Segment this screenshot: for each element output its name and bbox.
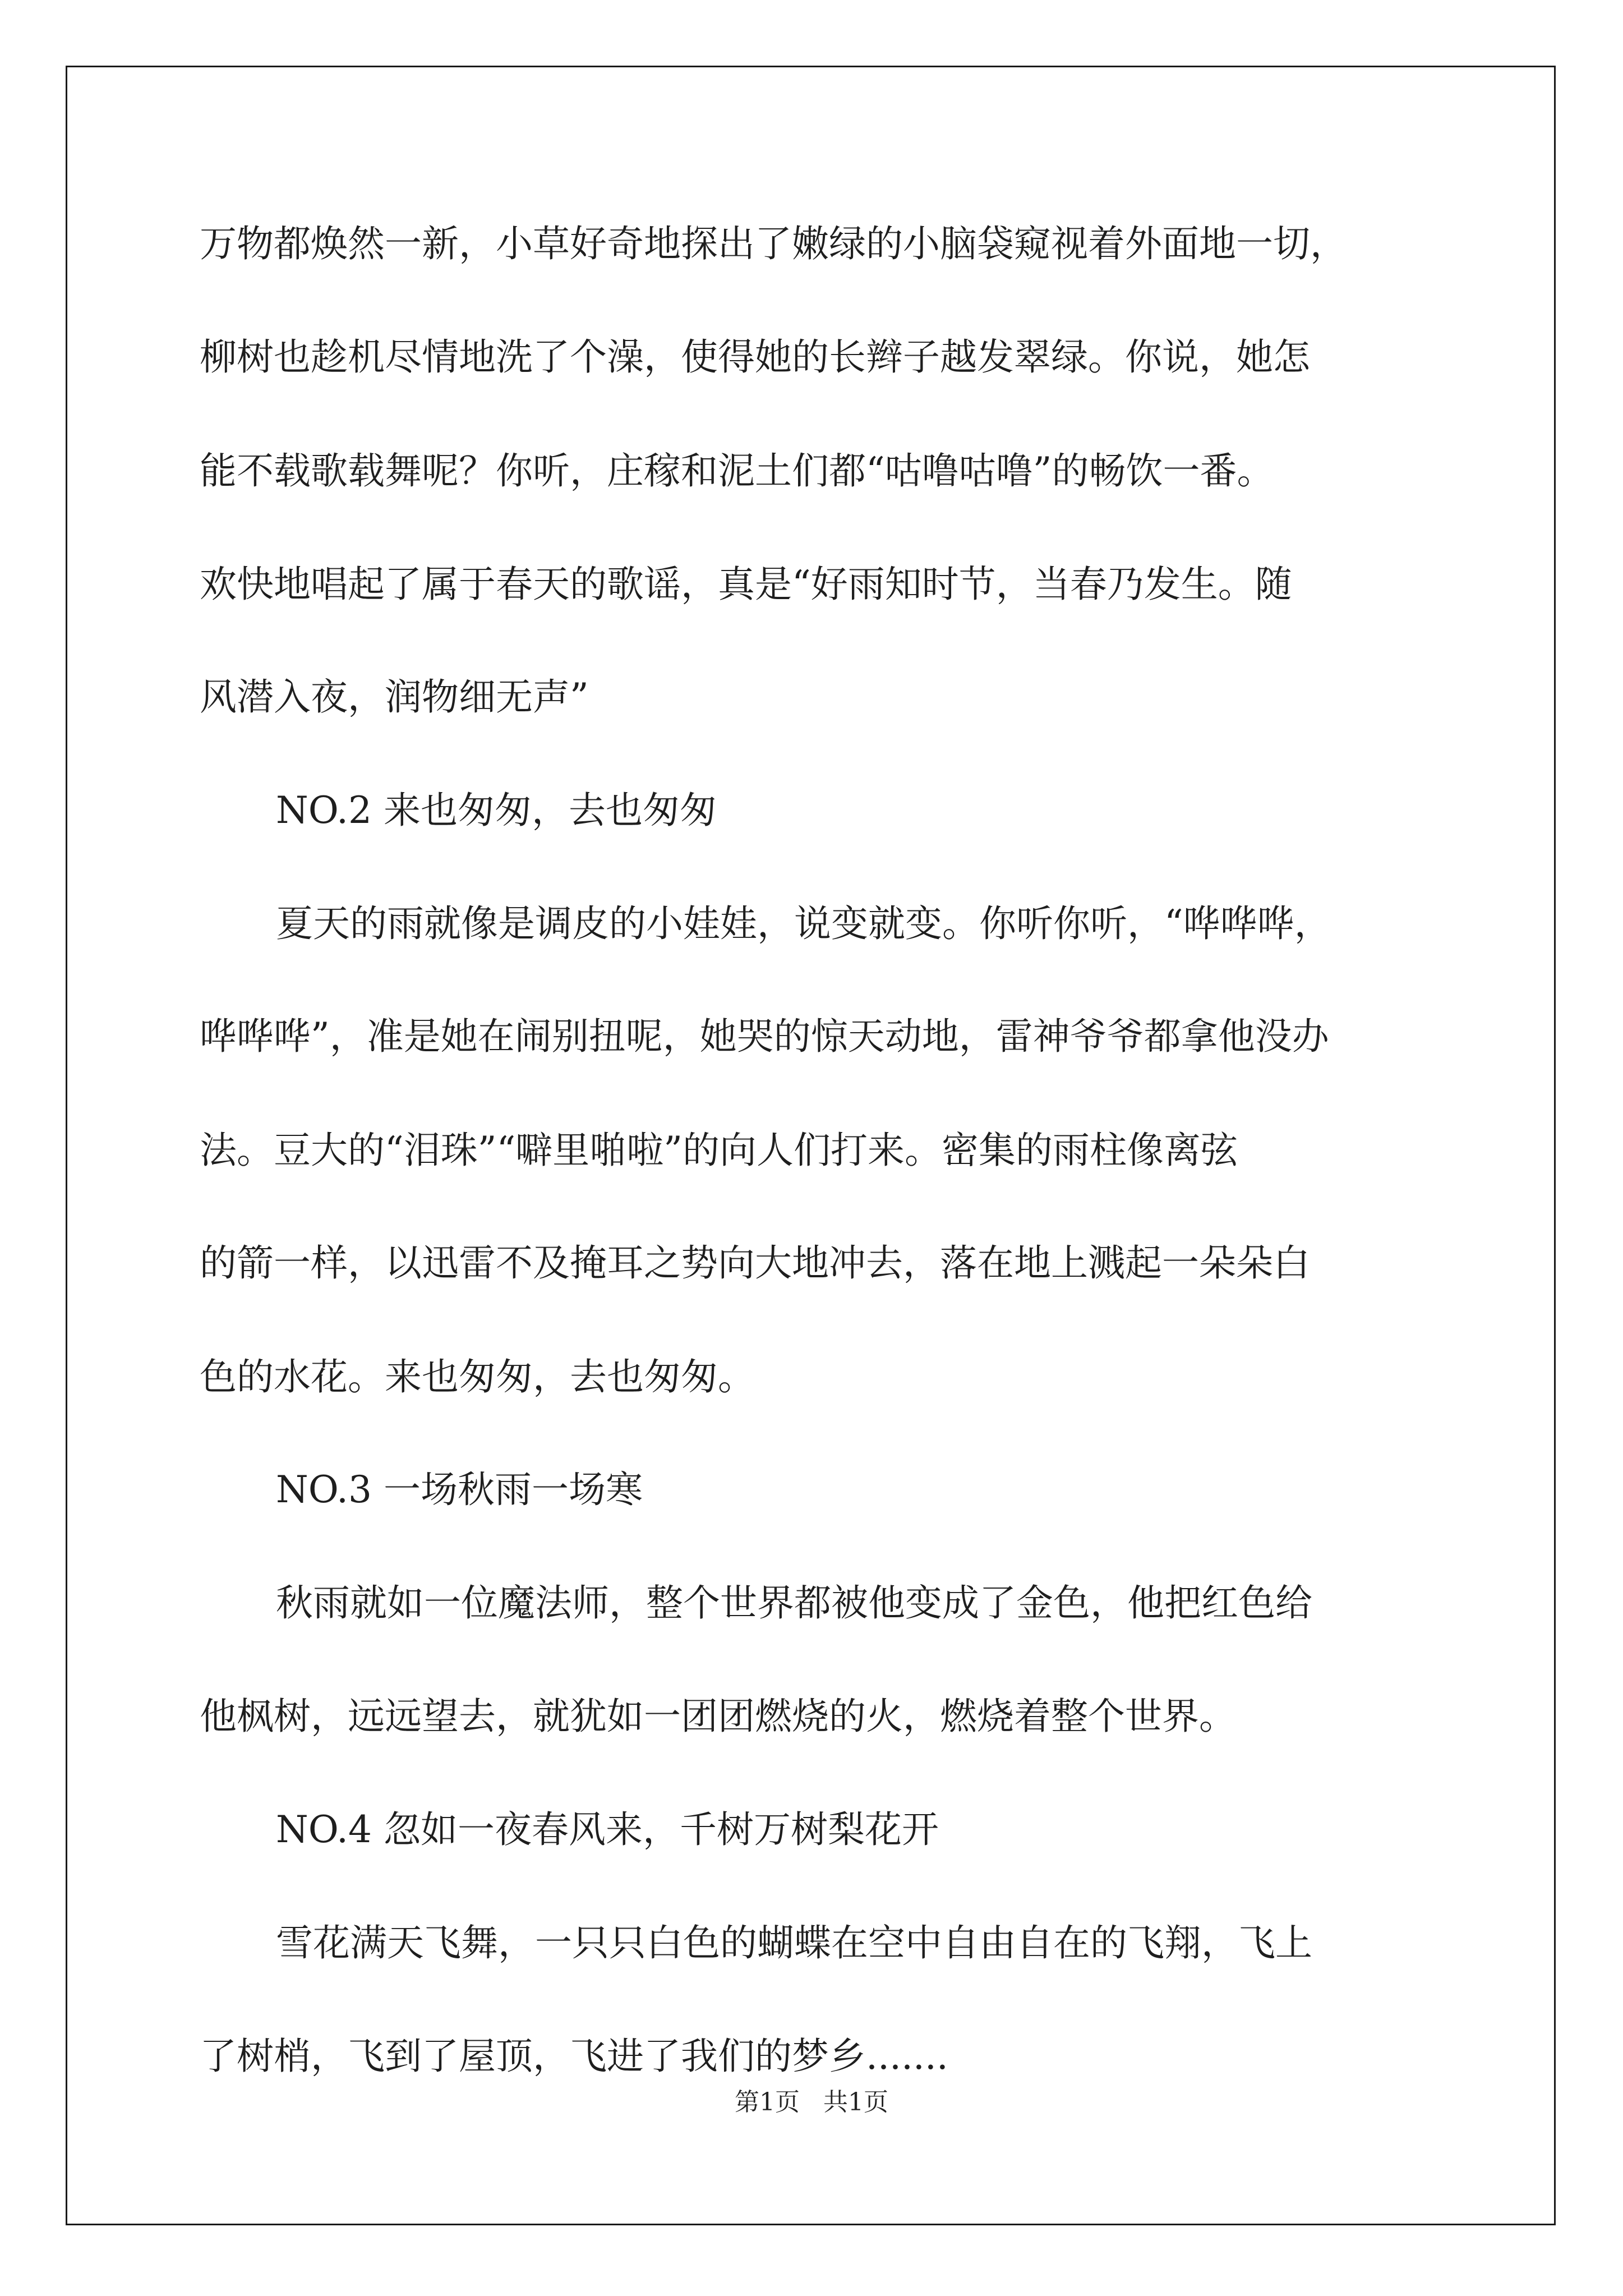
paragraph-line: 欢快地唱起了属于春天的歌谣，真是“好雨知时节，当春乃发生。随 [200, 563, 1292, 606]
section-heading: NO.3 一场秋雨一场寒 [276, 1468, 643, 1511]
paragraph-line: 秋雨就如一位魔法师，整个世界都被他变成了金色，他把红色给 [276, 1581, 1312, 1625]
paragraph-line: 万物都焕然一新，小草好奇地探出了嫩绿的小脑袋窥视着外面地一切， [200, 222, 1347, 265]
paragraph-line: 风潜入夜，润物细无声” [200, 675, 589, 719]
paragraph-line: 能不载歌载舞呢？你听，庄稼和泥土们都“咕噜咕噜”的畅饮一番。 [200, 449, 1274, 493]
section-heading: NO.4 忽如一夜春风来，千树万树梨花开 [276, 1808, 939, 1851]
paragraph-line: 色的水花。来也匆匆，去也匆匆。 [200, 1355, 755, 1398]
paragraph-line: 夏天的雨就像是调皮的小娃娃，说变就变。你听你听，“哗哗哗， [276, 902, 1331, 945]
section-heading: NO.2 来也匆匆，去也匆匆 [276, 789, 717, 832]
paragraph-line: 哗哗哗”，准是她在闹别扭呢，她哭的惊天动地，雷神爷爷都拿他没办 [200, 1015, 1329, 1058]
paragraph-line: 了树梢，飞到了屋顶，飞进了我们的梦乡....... [200, 2035, 948, 2078]
paragraph-line: 法。豆大的“泪珠”“噼里啪啦”的向人们打来。密集的雨柱像离弦 [200, 1129, 1238, 1172]
paragraph-line: 他枫树，远远望去，就犹如一团团燃烧的火，燃烧着整个世界。 [200, 1695, 1236, 1738]
paragraph-line: 柳树也趁机尽情地洗了个澡，使得她的长辫子越发翠绿。你说，她怎 [200, 335, 1310, 379]
page-footer: 第1页 共1页 [735, 2088, 888, 2116]
paragraph-line: 雪花满天飞舞，一只只白色的蝴蝶在空中自由自在的飞翔，飞上 [276, 1921, 1312, 1964]
paragraph-line: 的箭一样，以迅雷不及掩耳之势向大地冲去，落在地上溅起一朵朵白 [200, 1241, 1310, 1285]
